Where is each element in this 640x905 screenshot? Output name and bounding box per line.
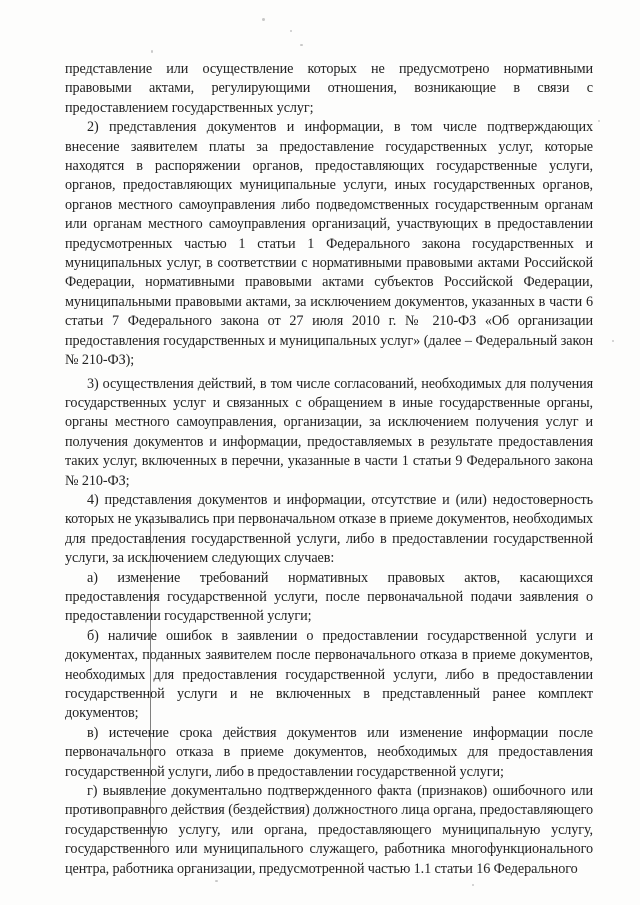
document-body bbox=[65, 60, 593, 879]
paragraph-continuation: представление или осуществление которых не предусмотрено нормативными правовыми актами, регулирующими отношения, возникающие в связи с предоставлением государственных услуг; bbox=[65, 61, 593, 116]
scan-speck bbox=[300, 44, 303, 46]
paragraph-item-4: 4) представления документов и информации, отсутствие и (или) недостоверность которых не указывались при первоначальном отказе в приеме документов, необходимых для предоставления государственной услуги, либо в предоставлении государственной услуги, за исключением следующих случаев: bbox=[65, 491, 593, 567]
subparagraph-b: б) наличие ошибок в заявлении о предоставлении государственной услуги и документах, поданных заявителем после первоначального отказа в приеме документов, необходимых для предоставления государственной услуги, либо в предоставлении государственной услуги и не включенных в представленный ранее комплект документов; bbox=[65, 627, 593, 722]
scan-speck bbox=[262, 18, 265, 21]
subparagraph-v: в) истечение срока действия документов или изменение информации после первоначального отказа в приеме документов, необходимых для предоставления государственной услуги, либо в предоставлении государственной услуги; bbox=[65, 724, 593, 780]
subparagraph-g: г) выявление документально подтвержденного факта (признаков) ошибочного или противоправного действия (бездействия) должностного лица органа, предоставляющего государственную услугу, или органа, предоставляющего муниципальную услугу, государственного или муниципального служащего, работника многофункционального центра, работника организации, предусмотренной частью 1.1 статьи 16 Федерального bbox=[65, 783, 593, 877]
scan-speck bbox=[598, 120, 600, 122]
scan-speck bbox=[151, 50, 153, 53]
subparagraph-a: а) изменение требований нормативных правовых актов, касающихся предоставления государственной услуги, после первоначальной подачи заявления о предоставлении государственной услуги; bbox=[65, 569, 593, 625]
scan-speck bbox=[215, 880, 218, 882]
paragraph-item-3: 3) осуществления действий, в том числе согласований, необходимых для получения государственных услуг и связанных с обращением в иные государственные органы, органы местного самоуправления, организации, за исключением получения услуг и получения документов и информации, предоставляемых в результате предоставления таких услуг, включенных в перечни, указанные в части 1 статьи 9 Федерального закона № 210-ФЗ; bbox=[65, 375, 593, 489]
scan-speck bbox=[612, 340, 614, 342]
scan-speck bbox=[290, 30, 292, 32]
scan-speck bbox=[472, 884, 474, 886]
paragraph-item-2: 2) представления документов и информации, в том числе подтверждающих внесение заявителем платы за предоставление государственных услуг, которые находятся в распоряжении органов, предоставляющих государственные услуги, органов, предоставляющих муниципальные услуги, иных государственных органов, органов местного самоуправления либо подведомственных государственным органам или органам местного самоуправления организаций, участвующих в предоставлении предусмотренных частью 1 статьи 1 Федерального закона государственных и муниципальных услуг, в соответствии с нормативными правовыми актами Российской Федерации, нормативными правовыми актами субъектов Российской Федерации, муниципальными правовыми актами, за исключением документов, указанных в части 6 статьи 7 Федерального закона от 27 июля 2010 г. № 210-ФЗ «Об организации предоставления государственных и муниципальных услуг» (далее – Федеральный закон № 210-ФЗ); bbox=[65, 119, 593, 369]
